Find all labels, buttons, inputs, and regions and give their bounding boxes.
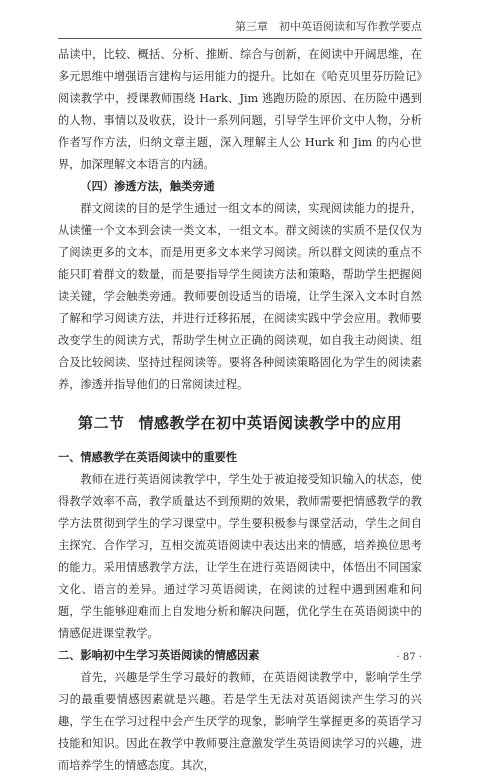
page-number: · 87 · bbox=[396, 652, 422, 663]
paragraph-1: 品读中，比较、概括、分析、推断、综合与创新，在阅读中开阔思维，在多元思维中增强语言建构与运用能力的提升。比如在《哈克贝里芬历险记》阅读教学中，授课教师围绕 Hark、Jim 逃跑历险的原因、在历险中遇到的人物、事情以及收获，设计一系列问题，引导学生评价文中人物，分析作者写作方法，归纳文章主题，深入理解主人公 Hurk 和 Jim 的内心世界，加深理解文本语言的内涵。 bbox=[58, 48, 422, 171]
paragraph-2: 群文阅读的目的是学生通过一组文本的阅读，实现阅读能力的提升，从读懂一个文本到会读一类文本，一组文本。群文阅读的实质不是仅仅为了阅读更多的文本，而是用更多文本来学习阅读。所以群文阅读的重点不能只盯着群文的数量，而是要指导学生阅读方法和策略，帮助学生把握阅读关键，学会触类旁通。教师要创设适当的语境，让学生深入文本时自然了解和学习阅读方法，并进行迁移拓展，在阅读实践中学会应用。教师要改变学生的阅读方式，帮助学生树立正确的阅读观，如自我主动阅读、组合及比较阅读、坚持过程阅读等。要将各种阅读策略固化为学生的阅读素养，渗透并指导他们的日常阅读过程。 bbox=[58, 202, 422, 391]
running-header: 第三章 初中英语阅读和写作教学要点 bbox=[58, 18, 422, 39]
section-heading: 情感教学在初中英语阅读教学中的应用 bbox=[138, 414, 403, 432]
subheading-4: （四）渗透方法，触类旁通 bbox=[80, 180, 215, 193]
section-number: 第二节 bbox=[77, 414, 125, 432]
paragraph-4: 首先，兴趣是学生学习最好的教师，在英语阅读教学中，影响学生学习的最重要情感因素就是兴趣。若是学生无法对英语阅读产生学习的兴趣，学生在学习过程中会产生厌学的现象，影响学生掌握更多的英语学习技能和知识。因此在教学中教师要注意激发学生英语阅读学习的兴趣，进而培养学生的情感态度。其次， bbox=[58, 671, 422, 772]
section-title bbox=[58, 412, 422, 433]
subheading-2: 二、影响初中生学习英语阅读的情感因素 bbox=[58, 649, 260, 662]
body-content bbox=[58, 44, 422, 777]
paragraph-3: 教师在进行英语阅读教学中，学生处于被迫接受知识输入的状态，使得教学效率不高，教学质量达不到预期的效果，教师需要把情感教学的教学方法贯彻到学生的学习课堂中。学生要积极参与课堂活动，学生之间自主探究、合作学习，互相交流英语阅读中表达出来的情感，培养换位思考的能力。采用情感教学方法，让学生在进行英语阅读中，体悟出不同国家文化、语言的差异。通过学习英语阅读，在阅读的过程中遇到困难和问题，学生能够迎难而上自发地分析和解决问题，优化学生在英语阅读中的情感促进课堂教学。 bbox=[58, 473, 422, 640]
subheading-1: 一、情感教学在英语阅读中的重要性 bbox=[58, 451, 238, 464]
